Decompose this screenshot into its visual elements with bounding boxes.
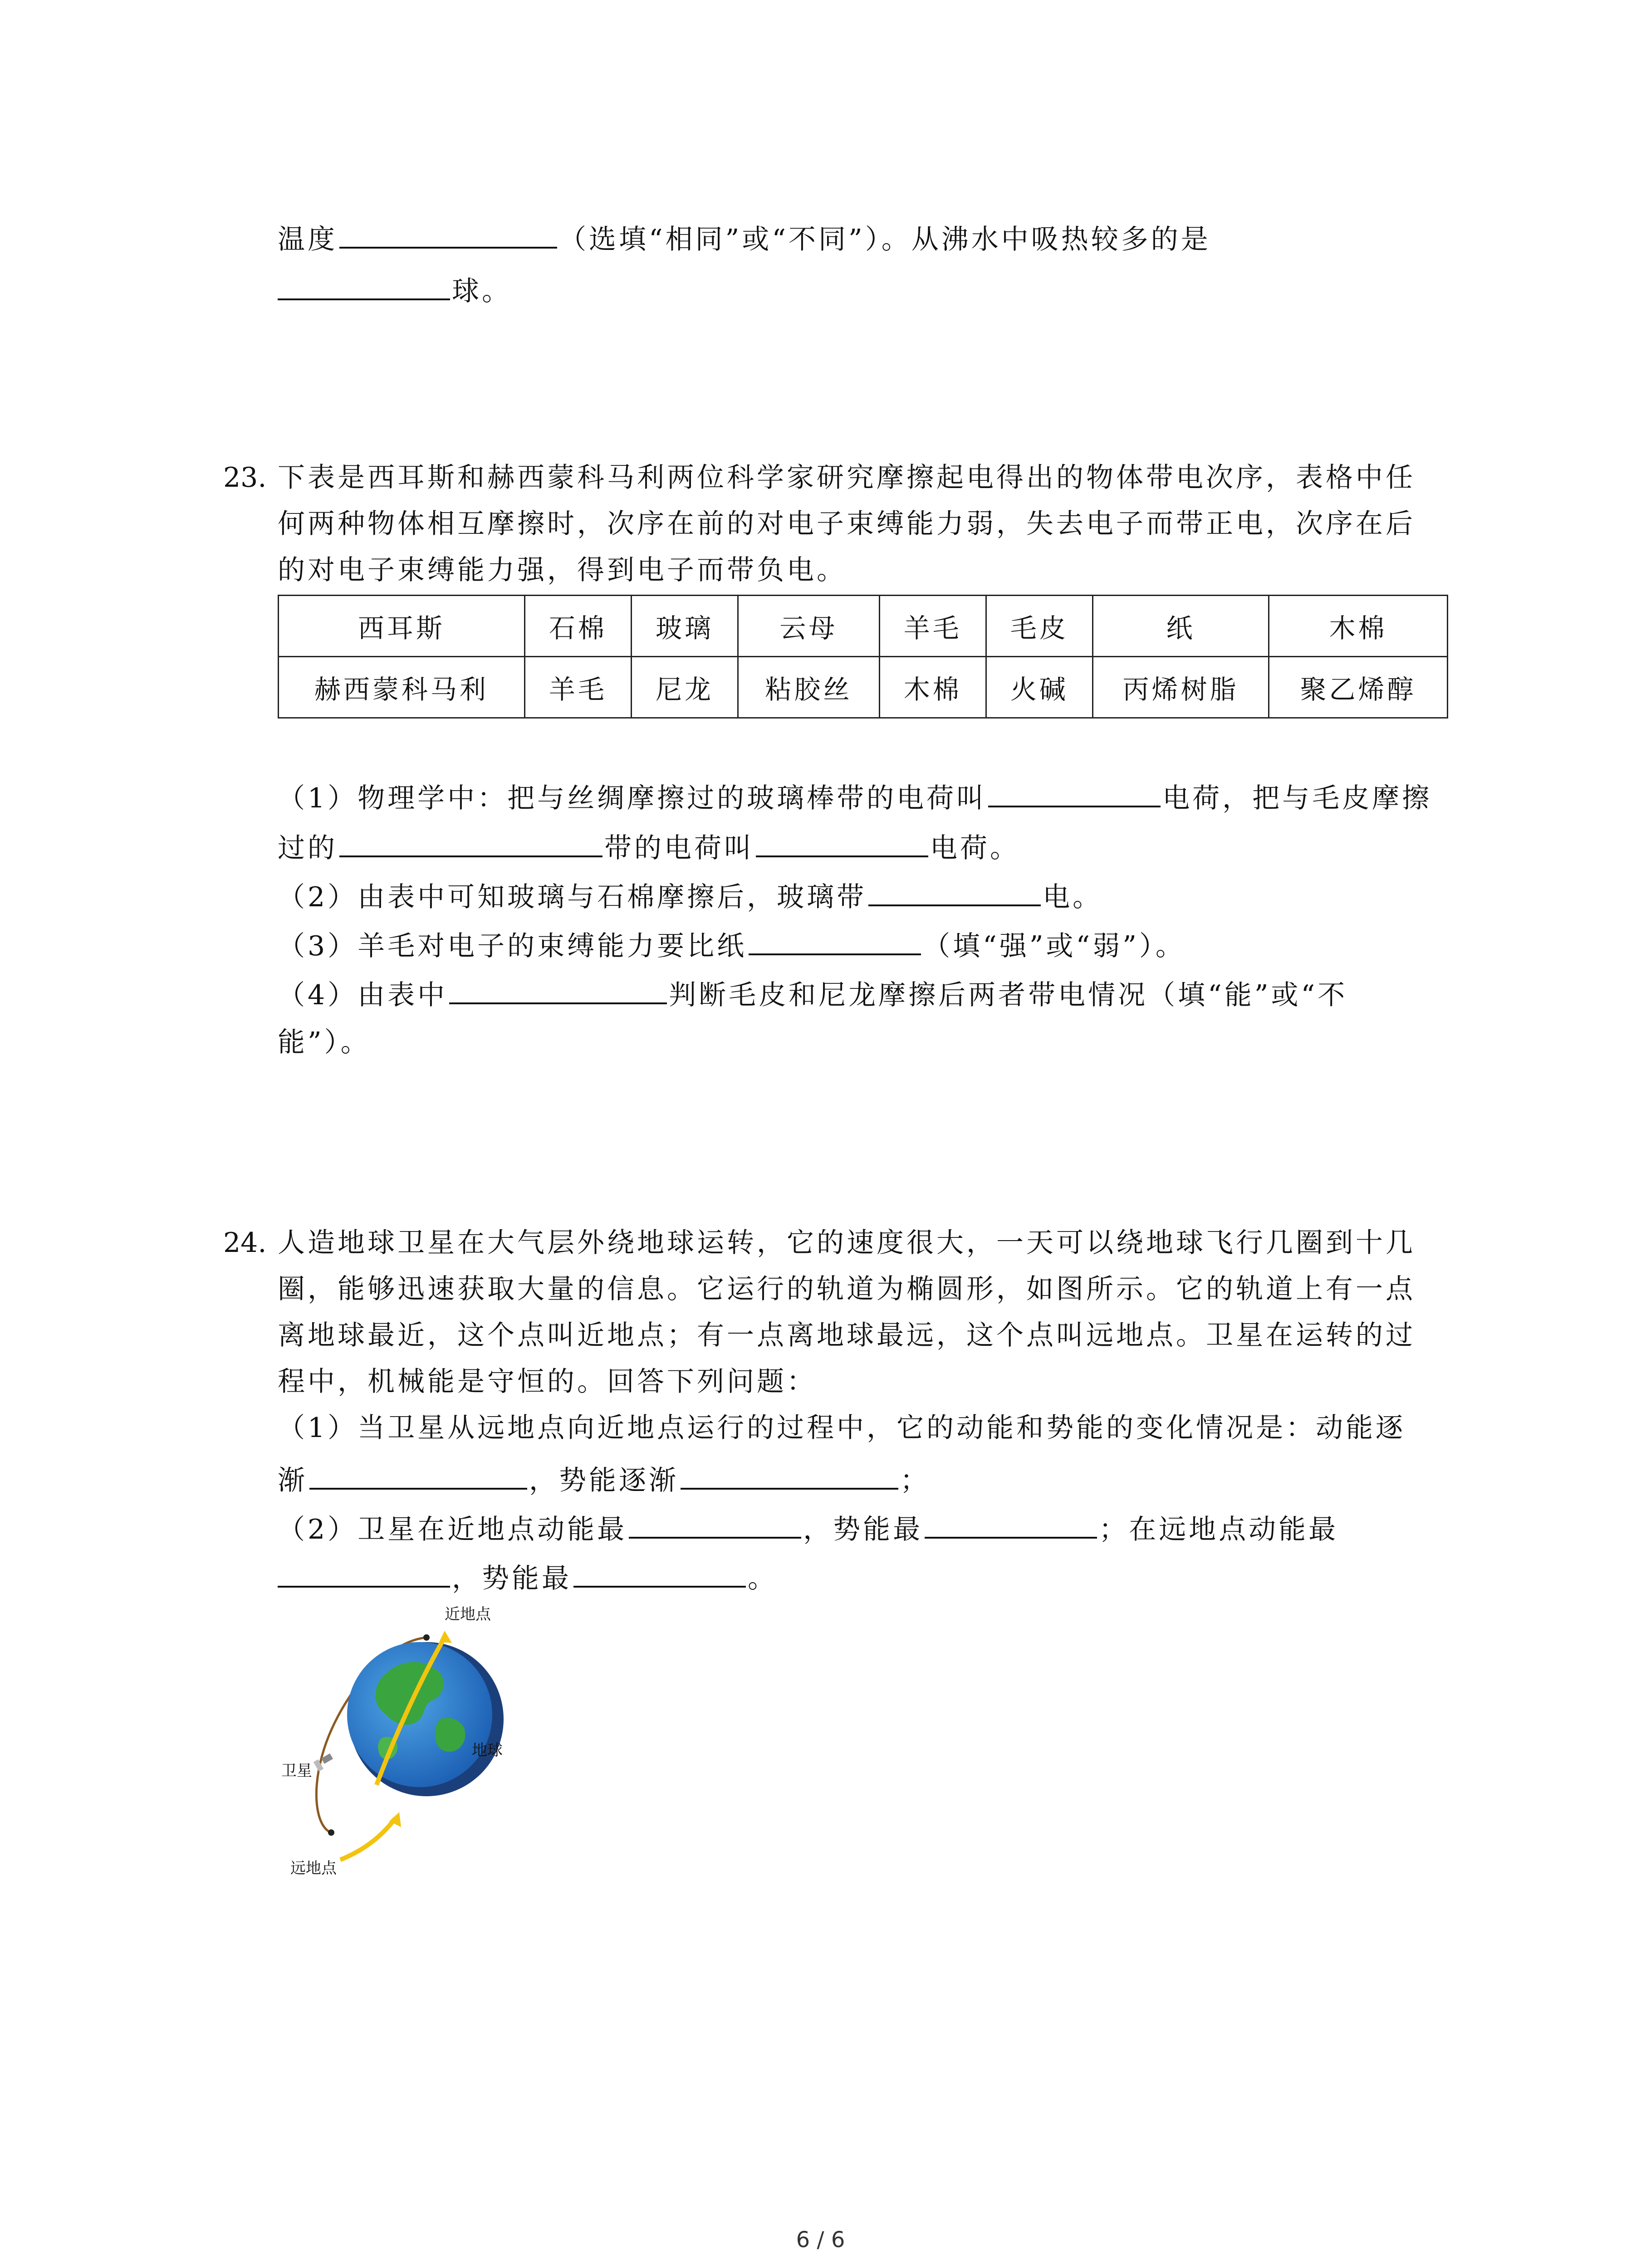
answer-blank[interactable] (629, 1509, 801, 1539)
q23-part-1-line-1 (278, 777, 1432, 816)
text: 温度 (278, 224, 338, 255)
table-row (279, 657, 1448, 718)
q24-part-2-line-2 (278, 1558, 778, 1597)
text: ；在远地点动能最 (1099, 1514, 1339, 1545)
arrow-lower (340, 1819, 395, 1860)
apogee-point (328, 1829, 334, 1836)
question-number-23: 23. (223, 462, 267, 494)
question-number-24: 24. (223, 1227, 267, 1259)
q23-part-1-line-2 (278, 827, 1020, 866)
answer-blank[interactable] (309, 1460, 527, 1490)
q23-part-4-line-1 (278, 974, 1347, 1013)
q23-part-2 (278, 876, 1102, 915)
answer-blank[interactable] (749, 925, 921, 955)
text: （选填“相同”或“不同”）。从沸水中吸热较多的是 (559, 224, 1211, 255)
table-row (279, 596, 1448, 657)
q22-line-1 (278, 219, 1211, 258)
label-satellite: 卫星 (281, 1762, 312, 1780)
text: 。 (748, 1563, 778, 1594)
q23-intro-line-1: 下表是西耳斯和赫西蒙科马利两位科学家研究摩擦起电得出的物体带电次序，表格中任 (278, 462, 1416, 494)
table-cell: 纸 (1092, 596, 1269, 657)
text: 电荷，把与毛皮摩擦 (1162, 782, 1432, 814)
q24-intro-line-2: 圈，能够迅速获取大量的信息。它运行的轨道为椭圆形，如图所示。它的轨道上有一点 (278, 1273, 1416, 1305)
table-cell: 玻璃 (631, 596, 738, 657)
table-cell: 西耳斯 (279, 596, 525, 657)
label-perigee: 近地点 (445, 1606, 491, 1623)
answer-blank[interactable] (278, 270, 450, 300)
q23-part-3 (278, 925, 1185, 964)
perigee-point (423, 1634, 430, 1641)
text: （2）由表中可知玻璃与石棉摩擦后，玻璃带 (278, 881, 867, 913)
text: 判断毛皮和尼龙摩擦后两者带电情况（填“能”或“不 (669, 979, 1348, 1011)
text: 电。 (1043, 881, 1103, 913)
text: （填“强”或“弱”）。 (923, 930, 1185, 962)
table-cell: 聚乙烯醇 (1269, 657, 1447, 718)
table-cell: 赫西蒙科马利 (279, 657, 525, 718)
charging-order-table (278, 595, 1448, 719)
table-cell: 丙烯树脂 (1092, 657, 1269, 718)
q22-line-2 (278, 270, 512, 309)
text: 带的电荷叫 (604, 832, 754, 864)
label-earth: 地球 (472, 1741, 503, 1760)
table-cell: 羊毛 (524, 657, 631, 718)
text: （3）羊毛对电子的束缚能力要比纸 (278, 930, 747, 962)
table-cell: 木棉 (1269, 596, 1447, 657)
earth-globe-icon (347, 1642, 504, 1796)
answer-blank[interactable] (756, 827, 928, 857)
table-cell: 粘胶丝 (738, 657, 880, 718)
q24-intro-line-1: 人造地球卫星在大气层外绕地球运转，它的速度很大，一天可以绕地球飞行几圈到十几 (278, 1227, 1416, 1259)
text: ，势能逐渐 (529, 1465, 679, 1496)
answer-blank[interactable] (339, 827, 603, 857)
table-cell: 尼龙 (631, 657, 738, 718)
answer-blank[interactable] (449, 974, 667, 1004)
q24-intro-line-4: 程中，机械能是守恒的。回答下列问题： (278, 1366, 817, 1398)
q24-intro-line-3: 离地球最近，这个点叫近地点；有一点离地球最远，这个点叫远地点。卫星在运转的过 (278, 1320, 1416, 1351)
text: 球。 (452, 275, 512, 307)
text: ，势能最 (452, 1563, 572, 1594)
text: ； (900, 1465, 930, 1496)
answer-blank[interactable] (925, 1509, 1097, 1539)
table-cell: 羊毛 (879, 596, 986, 657)
answer-blank[interactable] (681, 1460, 898, 1490)
q23-part-4-line-2: 能”）。 (278, 1026, 371, 1058)
text: 过的 (278, 832, 338, 864)
q23-intro-line-3: 的对电子束缚能力强，得到电子而带负电。 (278, 554, 847, 586)
q24-part-2-line-1 (278, 1509, 1338, 1548)
label-apogee: 远地点 (290, 1859, 337, 1877)
q24-part-1-line-1: （1）当卫星从远地点向近地点运行的过程中，它的动能和势能的变化情况是：动能逐 (278, 1412, 1406, 1444)
table-cell: 木棉 (879, 657, 986, 718)
satellite-orbit-figure (272, 1606, 526, 1878)
page-number: 6 / 6 (796, 2227, 845, 2253)
table-cell: 火碱 (986, 657, 1092, 718)
q23-intro-line-2: 何两种物体相互摩擦时，次序在前的对电子束缚能力弱，失去电子而带正电，次序在后 (278, 508, 1416, 540)
table-cell: 毛皮 (986, 596, 1092, 657)
text: （1）物理学中：把与丝绸摩擦过的玻璃棒带的电荷叫 (278, 782, 987, 814)
text: （4）由表中 (278, 979, 448, 1011)
text: 电荷。 (930, 832, 1020, 864)
text: 渐 (278, 1465, 308, 1496)
table-cell: 云母 (738, 596, 880, 657)
q24-part-1-line-2 (278, 1460, 930, 1499)
answer-blank[interactable] (278, 1558, 450, 1588)
satellite-icon (314, 1753, 333, 1771)
text: （2）卫星在近地点动能最 (278, 1514, 627, 1545)
table-cell: 石棉 (524, 596, 631, 657)
answer-blank[interactable] (573, 1558, 746, 1588)
answer-blank[interactable] (339, 219, 557, 249)
text: ，势能最 (803, 1514, 923, 1545)
arrow-head-icon (439, 1631, 452, 1643)
answer-blank[interactable] (868, 876, 1041, 906)
answer-blank[interactable] (988, 777, 1161, 807)
